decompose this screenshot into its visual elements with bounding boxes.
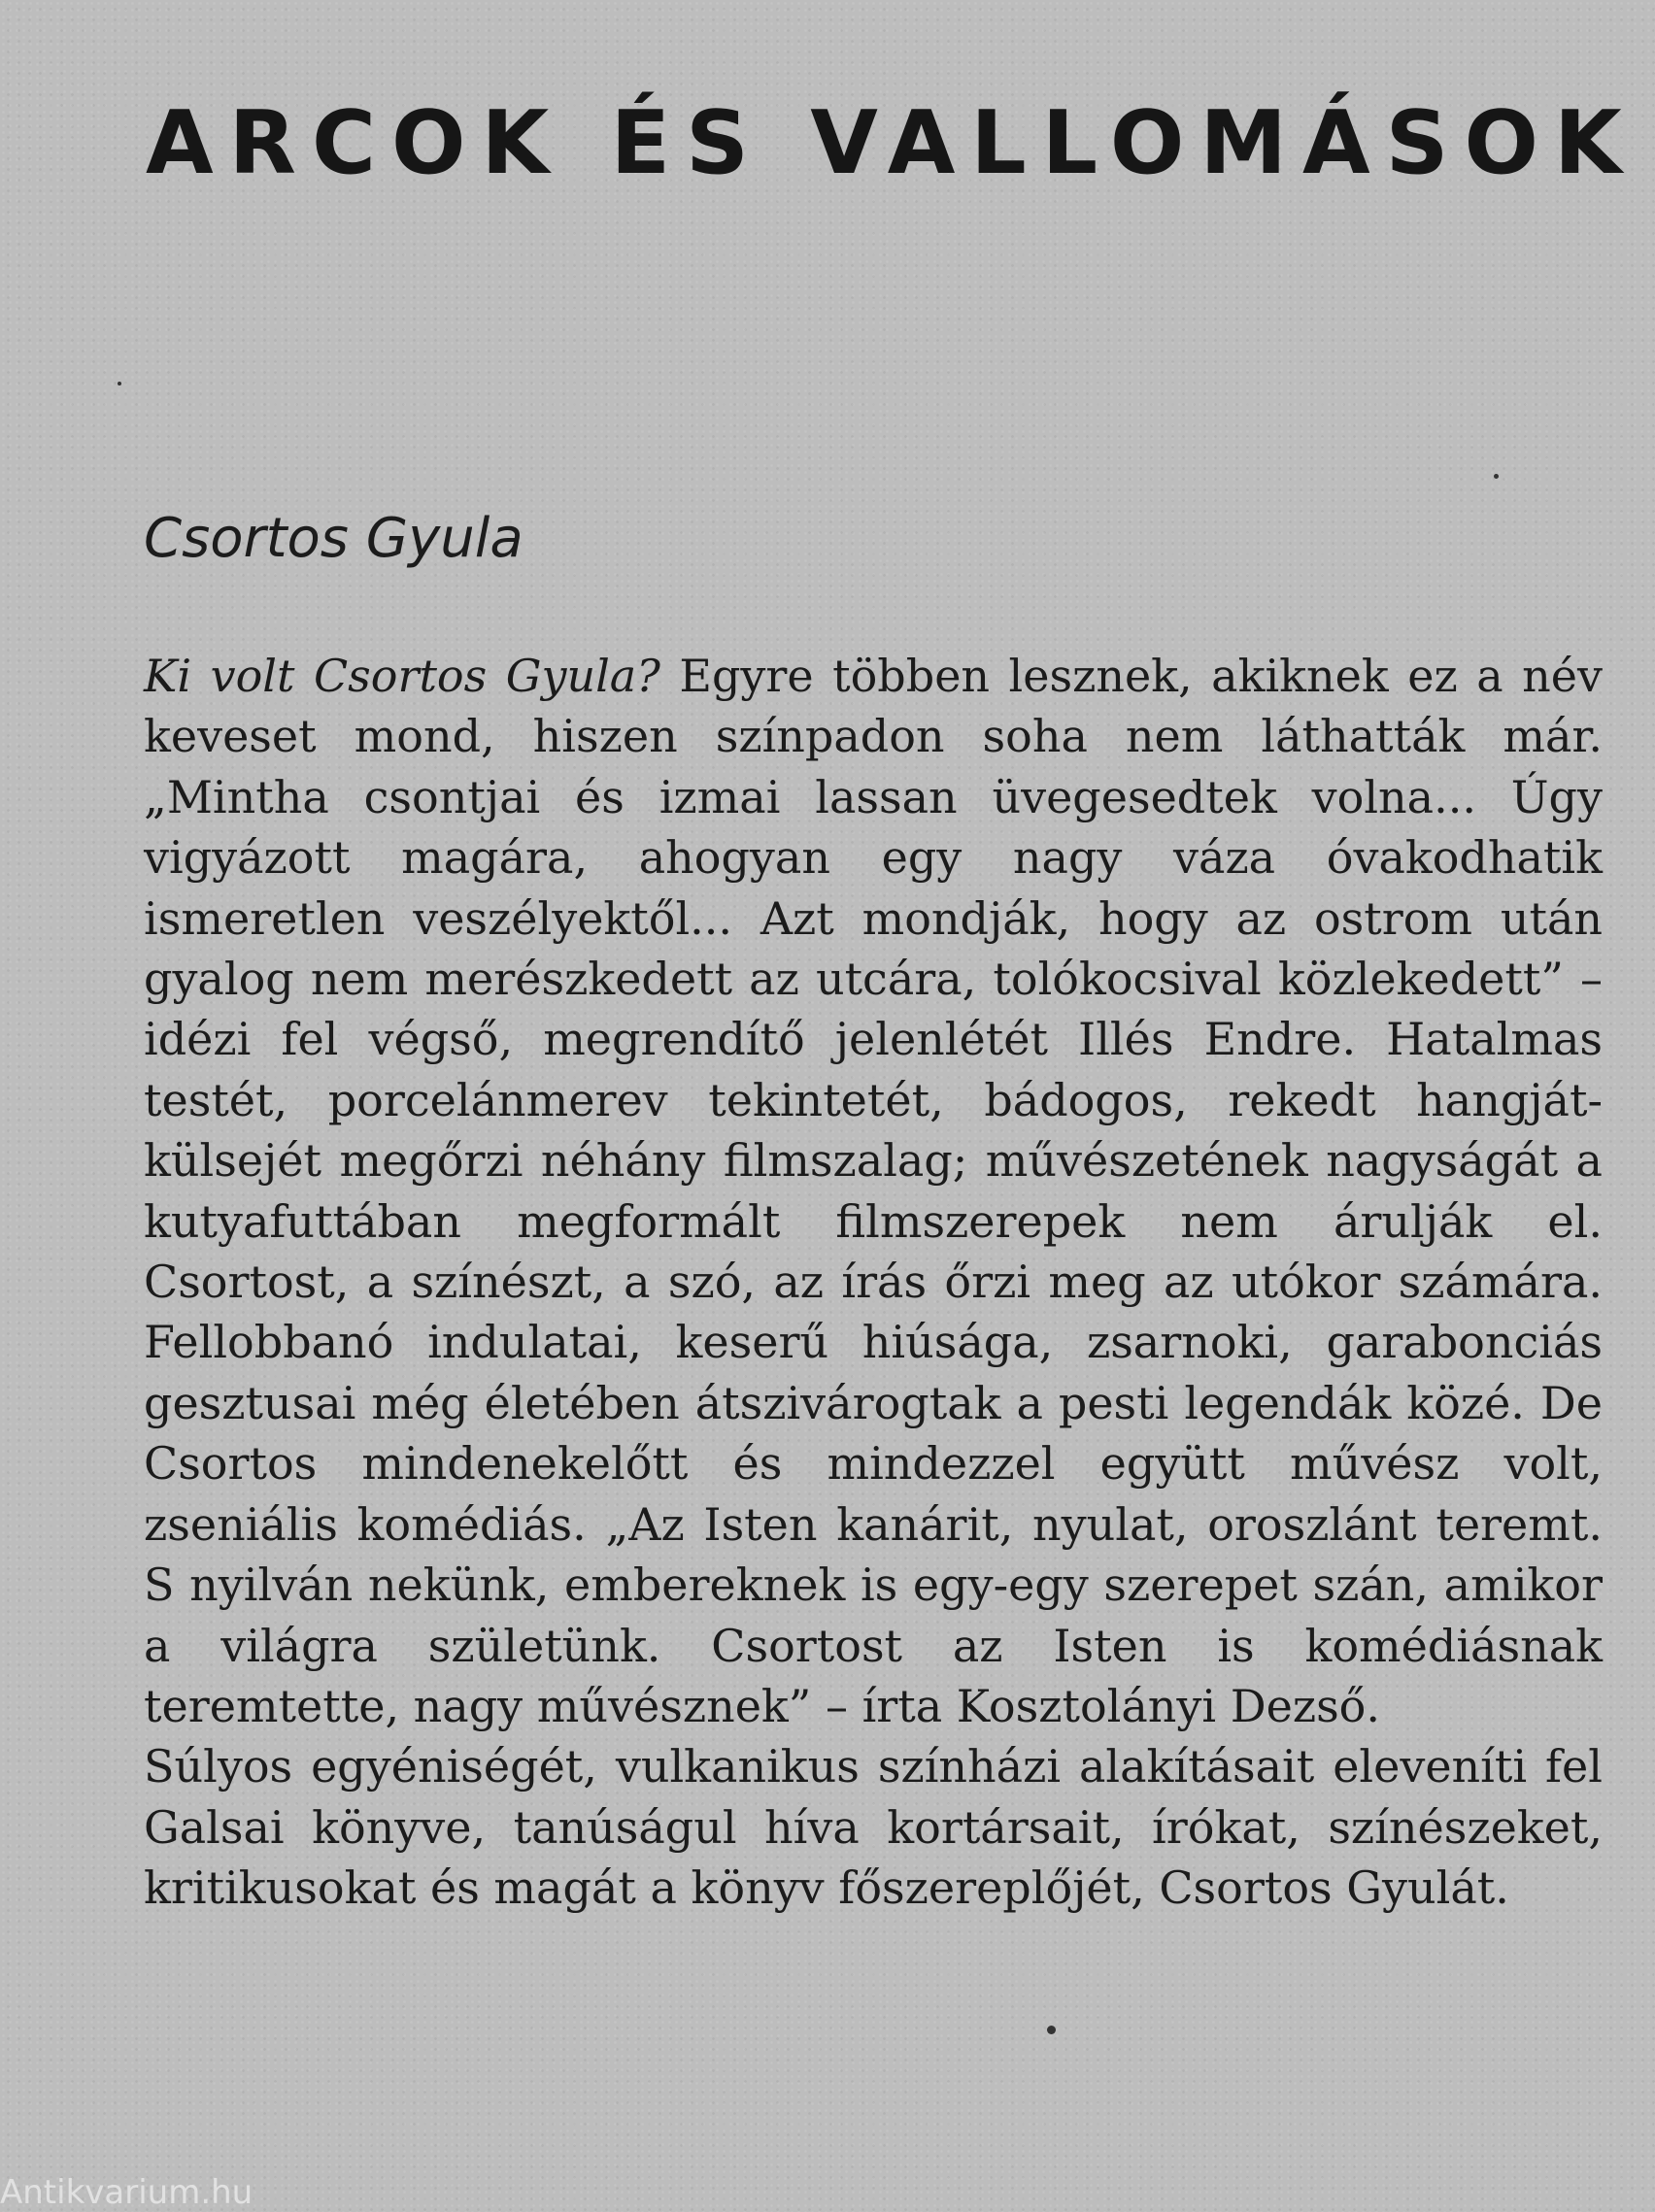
blurb-paragraph-1	[144, 646, 1603, 1736]
dust-speck	[1494, 474, 1499, 479]
blurb-paragraph-1-body: Egyre többen lesznek, akiknek ez a név keveset mond, hiszen színpadon soha nem láthatták már. „Mintha csontjai és izmai lassan üvegesedtek volna... Úgy vigyázott magára, ahogyan egy nagy váza óvakodhatik ismeretlen veszélyektől... Azt mondják, hogy az ostrom után gyalog nem merészkedett az utcára, tolókocsival közlekedett” – idézi fel végső, megrendítő jelenlétét Illés Endre. Hatalmas testét, porcelánmerev tekintetét, bádogos, rekedt hangját-külsejét megőrzi néhány filmszalag; művészetének nagyságát a kutyafuttában megformált filmszerepek nem árulják el. Csortost, a színészt, a szó, az írás őrzi meg az utókor számára. Fellobbanó indulatai, keserű hiúsága, zsarnoki, garabonciás gesztusai még életében átszivárogtak a pesti legendák közé. De Csortos mindenekelőtt és mindezzel együtt művész volt, zseniális komédiás. „Az Isten kanárit, nyulat, oroszlánt teremt. S nyilván nekünk, embereknek is egy-egy szerepet szán, amikor a világra születünk. Csortost az Isten is komédiásnak teremtette, nagy művésznek” – írta Kosztolányi Dezső.	[144, 650, 1603, 1732]
watermark: Antikvarium.hu	[0, 2173, 253, 2212]
blurb-text	[144, 646, 1603, 1919]
blurb-paragraph-2: Súlyos egyéniségét, vulkanikus színházi alakításait eleveníti fel Galsai könyve, tanúságul híva kortársait, írókat, színészeket, kritikusokat és magát a könyv főszereplőjét, Csortos Gyulát.	[144, 1740, 1603, 1915]
dust-speck	[118, 382, 121, 385]
dust-speck	[1047, 2026, 1056, 2034]
series-title: ARCOK ÉS VALLOMÁSOK	[146, 92, 1638, 194]
blurb-lead-question: Ki volt Csortos Gyula?	[144, 650, 660, 702]
author-name: Csortos Gyula	[144, 507, 524, 570]
